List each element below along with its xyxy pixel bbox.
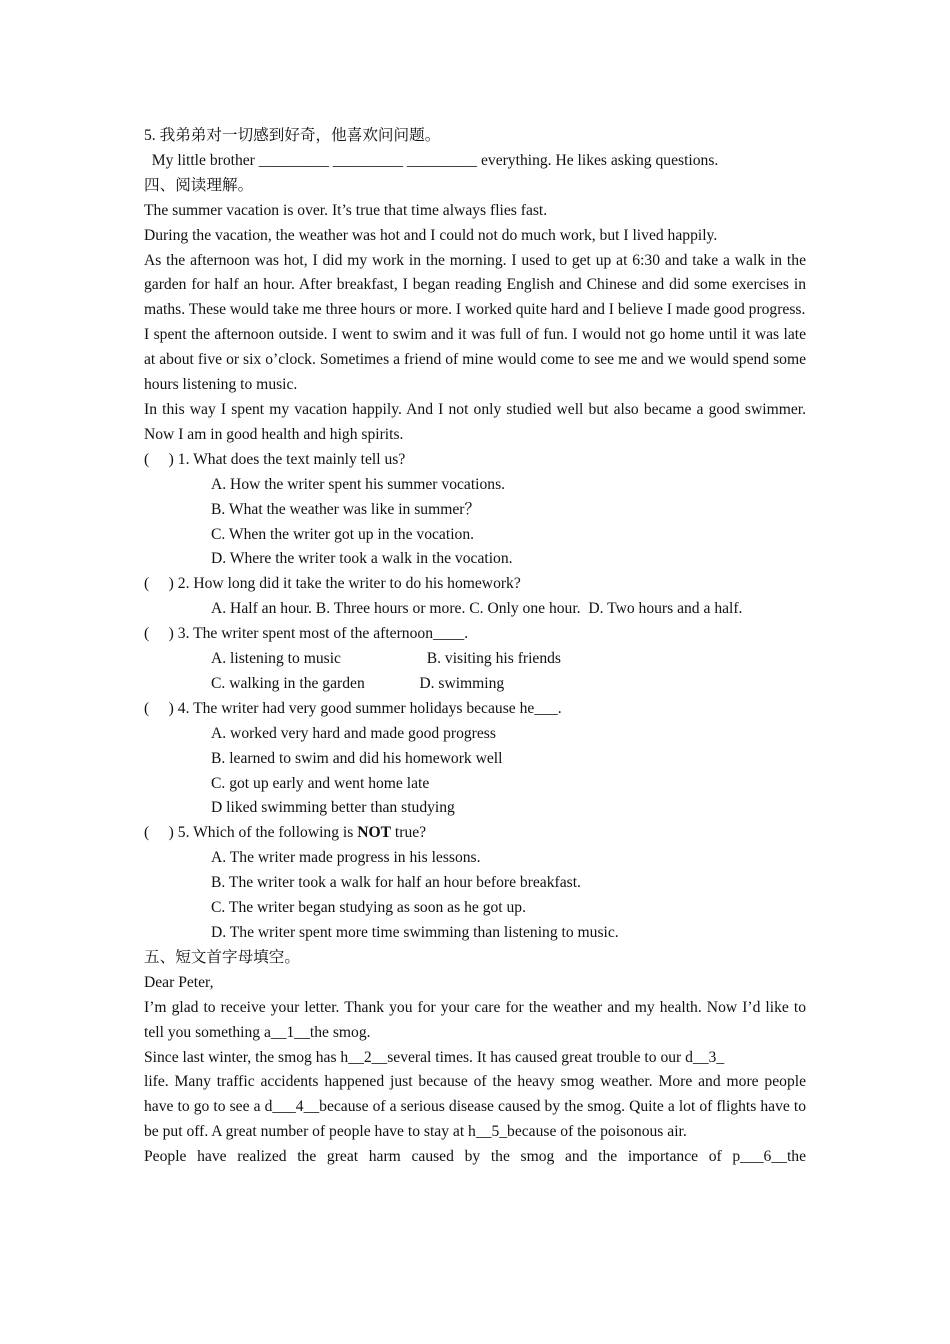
question-1-stem: ( ) 1. What does the text mainly tell us?: [144, 450, 406, 468]
question-3-text: ( ) 3. The writer spent most of the afternoon: [144, 625, 433, 643]
question-3-stem: [144, 622, 806, 647]
question-5-text-pre: ( ) 5. Which of the following is: [144, 824, 358, 842]
letter-p3-mid: because of a serious disease caused by the smog. Quite a lot of flights have to be put off. A great number of people have to stay at h: [144, 1098, 806, 1141]
question-5-option-d: D. The writer spent more time swimming than listening to music.: [211, 924, 619, 941]
letter-p3-end: because of the poisonous air.: [507, 1123, 687, 1141]
cloze-blank-3: __3_: [692, 1048, 725, 1066]
letter-p3-text: life. Many traffic accidents happened just because of the heavy smog weather. More and more people have to go to see a d: [144, 1073, 806, 1116]
question-4-blank: ___: [534, 699, 558, 717]
reading-heading: 四、阅读理解。: [144, 176, 254, 194]
letter-paragraph-1: [144, 996, 806, 1046]
question-1-option-c: C. When the writer got up in the vocation.: [211, 525, 475, 543]
question-1-option-b: B. What the weather was like in summer？: [211, 500, 481, 518]
translation-item-5-english: My little brother _________ _________ _________ everything. He likes asking questions.: [144, 151, 719, 169]
letter-p2-mid: several times. It has caused great trouble to our d: [387, 1048, 693, 1066]
question-2-stem: ( ) 2. How long did it take the writer to do his homework?: [144, 575, 521, 593]
question-5-option-a: A. The writer made progress in his lessons.: [211, 849, 481, 867]
question-5-option-c: C. The writer began studying as soon as he got up.: [211, 899, 527, 917]
question-5-option-b: B. The writer took a walk for half an hour before breakfast.: [211, 874, 581, 892]
question-3-options-cd: C. walking in the garden D. swimming: [211, 674, 505, 692]
question-4-stem: [144, 697, 806, 722]
question-3-options-ab: A. listening to music B. visiting his friends: [211, 650, 561, 668]
question-3-period: .: [464, 625, 469, 643]
document-page: [144, 124, 806, 1170]
question-5-stem: [144, 821, 806, 846]
reading-paragraph-5: In this way I spent my vacation happily. And I not only studied well but also became a good swimmer. Now I am in good health and high spirits.: [144, 400, 806, 443]
question-5-text-post: true?: [391, 824, 427, 842]
question-5-emphasis: NOT: [357, 824, 392, 842]
question-4-period: .: [557, 699, 562, 717]
reading-paragraph-2: During the vacation, the weather was hot and I could not do much work, but I lived happily.: [144, 226, 718, 244]
cloze-blank-4: ___4__: [272, 1098, 320, 1116]
question-1-option-d: D. Where the writer took a walk in the vocation.: [211, 550, 513, 568]
reading-paragraph-3: As the afternoon was hot, I did my work in the morning. I used to get up at 6:30 and take a walk in the garden for half an hour. After breakfast, I began reading English and Chinese and did some exercises in maths. These would take me three hours or more. I worked quite hard and I believe I made good progress.: [144, 251, 806, 319]
question-4-option-c: C. got up early and went home late: [211, 774, 430, 792]
letter-p4-text: People have realized the great harm caused by the smog and the importance of p: [144, 1148, 741, 1166]
question-4-option-d: D liked swimming better than studying: [211, 799, 455, 817]
letter-greeting: Dear Peter,: [144, 973, 214, 991]
question-1-option-a: A. How the writer spent his summer vocations.: [211, 475, 506, 493]
translation-item-5-chinese: 5. 我弟弟对一切感到好奇，他喜欢问问题。: [144, 127, 441, 144]
question-4-option-a: A. worked very hard and made good progress: [211, 724, 496, 742]
question-4-text: ( ) 4. The writer had very good summer holidays because he: [144, 699, 535, 717]
reading-paragraph-1: The summer vacation is over. It’s true that time always flies fast.: [144, 201, 548, 219]
question-3-blank: ____: [433, 625, 465, 643]
cloze-blank-1: __1__: [270, 1023, 310, 1041]
letter-paragraph-2: [144, 1046, 806, 1071]
letter-p1-text: I’m glad to receive your letter. Thank you for your care for the weather and my health. Now I’d like to tell you something a: [144, 998, 806, 1041]
cloze-blank-5: __5_: [475, 1123, 508, 1141]
question-2-options: A. Half an hour. B. Three hours or more. C. Only one hour. D. Two hours and a half.: [211, 600, 743, 618]
cloze-blank-2: __2__: [348, 1048, 388, 1066]
cloze-blank-6: ___6__the: [740, 1148, 806, 1166]
cloze-heading: 五、短文首字母填空。: [144, 948, 300, 966]
reading-paragraph-4: I spent the afternoon outside. I went to swim and it was full of fun. I would not go home until it was late at about five or six o’clock. Sometimes a friend of mine would come to see me and we would spend some hours listening to music.: [144, 326, 806, 394]
question-4-option-b: B. learned to swim and did his homework well: [211, 749, 503, 767]
letter-p1-end: the smog.: [309, 1023, 371, 1041]
letter-p2-text: Since last winter, the smog has h: [144, 1048, 349, 1066]
letter-paragraph-3: [144, 1070, 806, 1145]
letter-paragraph-4: [144, 1145, 806, 1170]
